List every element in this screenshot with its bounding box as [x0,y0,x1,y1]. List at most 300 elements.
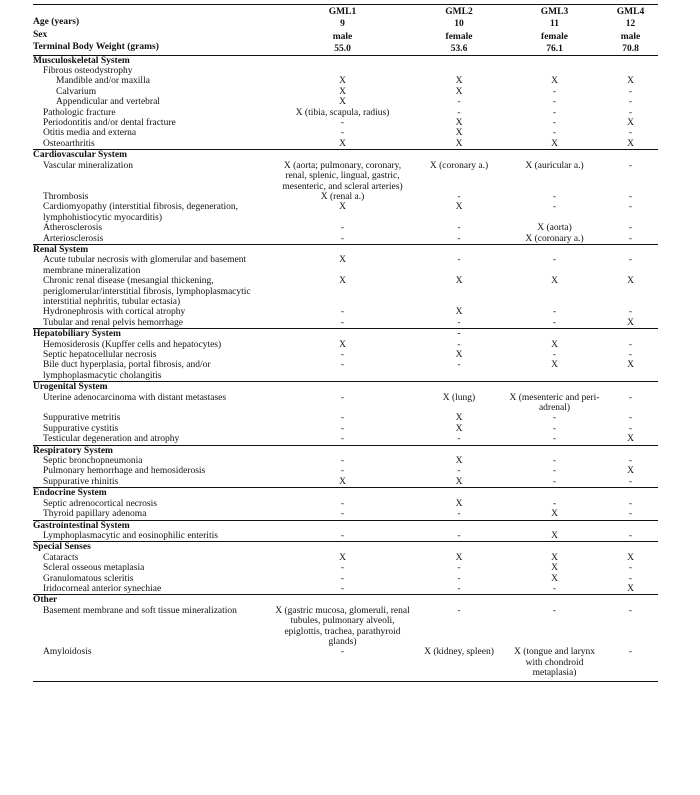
finding-label: Fibrous osteodystrophy [43,66,133,77]
finding-value-gml1: X [339,276,346,287]
table-row [33,509,658,520]
finding-value-gml4: X [627,118,634,129]
finding-value-gml1: - [340,317,345,328]
finding-label: Otitis media and externa [43,128,137,139]
finding-value-gml3: - [552,118,557,129]
finding-value-gml3: - [552,434,557,445]
section-heading-row [33,150,658,161]
finding-value-gml3: - [552,317,557,328]
finding-value-gml2: X [455,118,463,129]
finding-value-gml1: - [340,434,345,445]
table-row [33,647,658,681]
finding-label: Acute tubular necrosis with glomerular and basement membrane mineralization [43,255,247,276]
section-title: Urogenital System [33,382,273,393]
finding-value-gml3: X [551,530,558,541]
finding-value-gml4: - [628,530,633,541]
finding-value-gml3: X (tongue and larynx with chondroid metaplasia) [506,647,603,681]
finding-label: Lymphoplasmacytic and eosinophilic enteritis [43,530,218,541]
section-title-cell [603,595,658,606]
section-heading-row [33,55,658,66]
section-title-cell [412,445,506,456]
finding-value-gml3: - [552,191,557,202]
finding-value-gml3: - [552,466,557,477]
section-title-cell [412,595,506,606]
finding-label: Atherosclerosis [43,223,103,234]
finding-label: Amyloidosis [33,647,273,681]
column-header-gml4: GML4 [603,5,658,18]
column-header-gml3: GML3 [506,5,603,18]
section-title-cell [273,520,412,531]
section-title-cell [506,55,603,66]
section-title-cell [603,55,658,66]
section-title-cell [273,244,412,255]
finding-label: Cataracts [43,552,79,563]
finding-label: Pulmonary hemorrhage and hemosiderosis [43,466,206,477]
finding-label: Thyroid papillary adenoma [43,509,147,520]
finding-value-gml1: - [340,360,345,371]
finding-value-gml2: - [457,339,461,350]
finding-value-gml2: - [457,583,461,594]
section-title-cell [273,542,412,553]
section-title-cell [412,520,506,531]
table-row [33,434,658,445]
finding-value-gml2: X [455,86,463,97]
table-row [33,393,658,414]
section-title-cell: - [412,329,506,340]
finding-value-gml4: - [628,456,633,467]
finding-label: Septic adrenocortical necrosis [43,498,157,509]
finding-value-gml3: X [551,339,558,350]
finding-label: Septic hepatocellular necrosis [43,350,157,360]
finding-value-gml4: X [627,76,634,87]
table-row [33,118,658,128]
section-title-cell [506,244,603,255]
finding-value-gml1: X (gastric mucosa, glomeruli, renal tubules, pulmonary alveoli, epiglottis, trachea, parathyroid glands) [275,605,410,647]
finding-value-gml4: - [628,191,633,202]
finding-value-gml3: - [552,128,557,139]
finding-value-gml1: - [340,233,345,244]
table-row [33,66,658,76]
section-title-cell [506,595,603,606]
section-title-cell [603,382,658,393]
finding-value-gml4: - [628,97,633,108]
header-attribute-row [33,17,658,29]
finding-value-gml4: - [628,339,633,350]
finding-value-gml4: - [628,423,633,434]
finding-label: Testicular degeneration and atrophy [43,434,180,445]
section-title-cell [506,488,603,499]
finding-value-gml4: X [627,276,634,287]
finding-value-gml4: - [628,350,633,360]
finding-value-gml2: - [457,573,461,584]
finding-value-gml1: X [339,339,346,350]
finding-label: Septic bronchopneumonia [43,456,143,467]
attribute-value: 76.1 [506,42,603,55]
findings-table [33,4,658,682]
finding-value-gml2: - [457,223,461,234]
finding-value-gml2: - [457,97,461,108]
finding-value-gml4: - [628,128,633,139]
finding-label: Vascular mineralization [43,160,133,171]
finding-label: Bile duct hyperplasia, portal fibrosis, and/or lymphoplasmacytic cholangitis [43,360,211,381]
section-title-cell [273,488,412,499]
section-title-cell [506,445,603,456]
table-row [33,202,658,223]
finding-value-gml2: - [457,191,461,202]
section-title-cell [506,542,603,553]
finding-label: Suppurative metritis [43,413,121,424]
finding-value-gml4: X [627,317,634,328]
finding-value-gml4: - [628,86,633,97]
table-row [33,499,658,509]
finding-value-gml2 [412,66,506,76]
finding-label: Suppurative rhinitis [43,476,119,487]
finding-value-gml1: - [340,350,345,360]
finding-label: Uterine adenocarcinoma with distant metastases [43,392,227,403]
finding-value-gml3: X [551,509,558,520]
table-row [33,307,658,317]
finding-label: Mandible and/or maxilla [56,76,150,87]
finding-value-gml2: - [457,466,461,477]
finding-value-gml3: - [552,350,557,360]
attribute-value: male [620,31,641,42]
finding-value-gml4: - [628,233,633,244]
finding-value-gml3: X (coronary a.) [525,233,584,244]
finding-value-gml4: - [628,498,633,509]
finding-value-gml1: X [339,255,346,266]
finding-value-gml3: X (auricular a.) [525,160,584,171]
section-title: Endocrine System [33,488,273,499]
section-title: Musculoskeletal System [33,55,130,66]
finding-value-gml2: - [457,530,461,541]
finding-label: Hydronephrosis with cortical atrophy [43,307,186,318]
section-title-cell [603,488,658,499]
finding-label: Iridocorneal anterior synechiae [43,583,162,594]
table-row [33,606,658,648]
finding-value-gml3: - [552,476,557,487]
finding-value-gml1: X [339,138,346,149]
section-title: Renal System [33,244,273,255]
attribute-value: male [332,31,353,42]
finding-value-gml4: - [603,647,658,681]
section-title-cell [506,382,603,393]
finding-value-gml1: X (aorta; pulmonary, coronary, renal, splenic, lingual, gastric, mesenteric, and scleral arteries) [282,160,403,192]
section-title-cell [412,542,506,553]
finding-value-gml2: - [457,255,461,266]
finding-value-gml2: X (kidney, spleen) [412,647,506,681]
table-row [33,128,658,138]
section-heading-row [33,244,658,255]
table-row [33,477,658,488]
section-title-cell [603,445,658,456]
finding-value-gml4: X [627,466,634,477]
finding-value-gml4: - [628,202,633,213]
finding-value-gml4: - [628,255,633,266]
section-heading-row [33,329,658,340]
finding-value-gml3: X [551,360,558,371]
section-title-cell [506,150,603,161]
finding-value-gml2: X [455,307,463,318]
finding-value-gml1: - [273,647,412,681]
table-row [33,574,658,584]
table-row [33,97,658,107]
table-row [33,563,658,573]
finding-value-gml2: X [455,350,463,360]
finding-value-gml4: - [628,223,633,234]
finding-value-gml3: X [551,573,558,584]
section-title-cell [412,488,506,499]
section-heading-row [33,488,658,499]
finding-value-gml1: - [340,118,345,129]
attribute-label: Age (years) [33,17,80,28]
attribute-value: 11 [550,19,559,30]
section-heading-row [33,445,658,456]
finding-value-gml2: X [455,202,463,213]
table-row [33,350,658,360]
section-title-cell [506,329,603,340]
finding-value-gml3: X [551,138,558,149]
header-corner-cell [33,5,273,18]
finding-value-gml2: X [455,128,463,139]
table-row [33,139,658,150]
finding-value-gml1: - [340,223,345,234]
table-row [33,234,658,245]
table-row [33,424,658,434]
finding-label: Pathologic fracture [43,107,116,118]
finding-value-gml4: X [627,583,634,594]
finding-value-gml3: - [552,107,557,118]
section-heading-row [33,542,658,553]
table-row [33,255,658,276]
finding-value-gml3: X [551,76,558,87]
table-row [33,161,658,192]
finding-value-gml3: - [552,498,557,509]
finding-value-gml4: X [627,360,634,371]
finding-value-gml1: X [339,86,346,97]
finding-value-gml1: - [340,530,345,541]
section-title-cell [506,520,603,531]
finding-value-gml1: - [340,466,345,477]
finding-value-gml1: X [339,76,346,87]
section-heading-row [33,382,658,393]
finding-value-gml4: - [628,413,633,424]
column-header-gml1: GML1 [273,5,412,18]
finding-value-gml3: - [552,413,557,424]
section-title-cell [603,150,658,161]
finding-value-gml3: - [552,423,557,434]
section-title-cell [412,244,506,255]
finding-value-gml2: - [457,233,461,244]
attribute-value: 53.6 [412,42,506,55]
section-title-cell [412,382,506,393]
section-title-cell [603,329,658,340]
finding-label: Appendicular and vertebral [56,97,160,108]
finding-value-gml1: - [340,423,345,434]
table-row [33,466,658,476]
section-title: Hepatobiliary System [33,329,273,340]
finding-label: Chronic renal disease (mesangial thickening, periglomerular/interstitial fibrosis, lymphoplasmacytic interstitial nephritis, tubular ectasia) [43,276,251,307]
finding-value-gml3: - [552,456,557,467]
finding-value-gml1: - [340,509,345,520]
header-attribute-row [33,42,658,55]
finding-value-gml3: - [552,97,557,108]
finding-label: Calvarium [56,86,97,97]
table-row [33,223,658,233]
section-title-cell [273,595,412,606]
section-title-cell [273,55,412,66]
finding-value-gml3 [506,66,603,76]
finding-value-gml3: - [552,202,557,213]
section-title-cell [273,329,412,340]
finding-value-gml3: X (mesenteric and peri-adrenal) [509,392,600,414]
finding-value-gml1: X (renal a.) [320,191,365,202]
finding-value-gml3: - [552,307,557,318]
finding-value-gml2: X [455,423,463,434]
header-attribute-row [33,30,658,42]
section-title: Special Senses [33,542,273,553]
finding-label: Granulomatous scleritis [43,573,134,584]
section-title-cell [273,150,412,161]
finding-value-gml3: - [552,583,557,594]
finding-value-gml1: X [339,476,346,487]
finding-label: Basement membrane and soft tissue mineralization [43,605,237,616]
finding-value-gml2: - [457,317,461,328]
section-title: Respiratory System [33,445,273,456]
finding-value-gml4: - [628,392,633,403]
finding-value-gml4: - [628,509,633,520]
finding-value-gml3: X (aorta) [537,223,572,234]
finding-value-gml4: - [628,476,633,487]
finding-value-gml1: - [340,563,345,574]
finding-value-gml2: X [455,498,463,509]
finding-value-gml3: - [552,86,557,97]
finding-value-gml1 [273,66,412,76]
finding-value-gml1: - [340,307,345,318]
finding-value-gml1: X [339,202,346,213]
attribute-value: 70.8 [603,42,658,55]
finding-value-gml4: X [627,434,634,445]
finding-value-gml4: - [628,563,633,574]
finding-value-gml3: X [551,276,558,287]
table-row [33,318,658,329]
finding-value-gml1: X (tibia, scapula, radius) [295,107,390,118]
attribute-value: 12 [625,19,636,30]
table-row [33,192,658,202]
finding-value-gml1: - [340,413,345,424]
finding-value-gml3: - [552,255,557,266]
section-title-cell [603,520,658,531]
column-header-gml2: GML2 [412,5,506,18]
finding-label: Hemosiderosis (Kupffer cells and hepatocytes) [43,339,222,350]
table-row [33,584,658,595]
header-row [33,5,658,18]
finding-value-gml2: X (coronary a.) [429,160,489,171]
finding-label: Scleral osseous metaplasia [43,563,145,574]
finding-value-gml2: X [455,276,463,287]
finding-label: Osteoarthritis [43,138,95,149]
section-title-cell [273,445,412,456]
table-row [33,456,658,466]
attribute-label: Terminal Body Weight (grams) [33,42,273,55]
finding-value-gml2: X [455,552,463,563]
table-row [33,76,658,86]
section-title: Gastrointestinal System [33,520,273,531]
attribute-label: Sex [33,29,48,40]
finding-value-gml2: X [455,413,463,424]
section-title: Cardiovascular System [33,150,273,161]
finding-value-gml3: X [551,563,558,574]
table-row [33,340,658,350]
finding-value-gml4: - [628,107,633,118]
table-row [33,276,658,307]
finding-value-gml1: - [340,128,345,139]
finding-label: Arteriosclerosis [43,233,104,244]
table-row [33,87,658,97]
section-title-cell [603,542,658,553]
finding-value-gml4: - [628,573,633,584]
section-title-cell [603,244,658,255]
attribute-value: 9 [340,19,345,30]
finding-value-gml2: - [457,107,461,118]
finding-value-gml2: - [457,509,461,520]
finding-value-gml4: - [628,605,633,616]
finding-value-gml3: - [552,605,557,616]
finding-value-gml2: X [455,456,463,467]
finding-value-gml4: X [627,552,634,563]
finding-value-gml4 [603,66,658,76]
finding-value-gml2: - [457,605,461,616]
finding-value-gml4: X [627,138,634,149]
finding-value-gml4: - [628,307,633,318]
finding-value-gml1: - [340,456,345,467]
finding-value-gml2: X [455,138,463,149]
section-title-cell [412,55,506,66]
finding-value-gml2: - [457,360,461,371]
finding-value-gml2: X (lung) [442,392,476,403]
section-title: Other [33,595,273,606]
section-title-cell [273,382,412,393]
finding-value-gml1: - [340,392,345,403]
attribute-value: female [445,31,473,42]
finding-label: Tubular and renal pelvis hemorrhage [43,317,183,328]
attribute-value: 10 [454,19,464,30]
table-row [33,553,658,563]
table-row [33,531,658,542]
finding-value-gml2: - [457,563,461,574]
finding-value-gml1: X [339,97,346,108]
finding-value-gml4: - [628,160,633,171]
section-heading-row [33,520,658,531]
table-row [33,413,658,423]
finding-label: Periodontitis and/or dental fracture [43,118,176,129]
finding-label: Suppurative cystitis [43,423,119,434]
finding-value-gml1: - [340,498,345,509]
finding-value-gml1: - [340,583,345,594]
finding-value-gml3: X [551,552,558,563]
finding-value-gml1: - [340,573,345,584]
finding-label: Cardiomyopathy (interstitial fibrosis, degeneration, lymphohistiocytic myocarditis) [43,202,238,223]
table-body [33,5,658,682]
attribute-value: female [541,31,568,42]
finding-label: Thrombosis [43,191,89,202]
section-title-cell [412,150,506,161]
section-heading-row [33,595,658,606]
finding-value-gml2: X [455,76,463,87]
finding-value-gml2: - [457,434,461,445]
attribute-value: 55.0 [273,42,412,55]
finding-value-gml2: X [455,476,463,487]
finding-value-gml1: X [339,552,346,563]
